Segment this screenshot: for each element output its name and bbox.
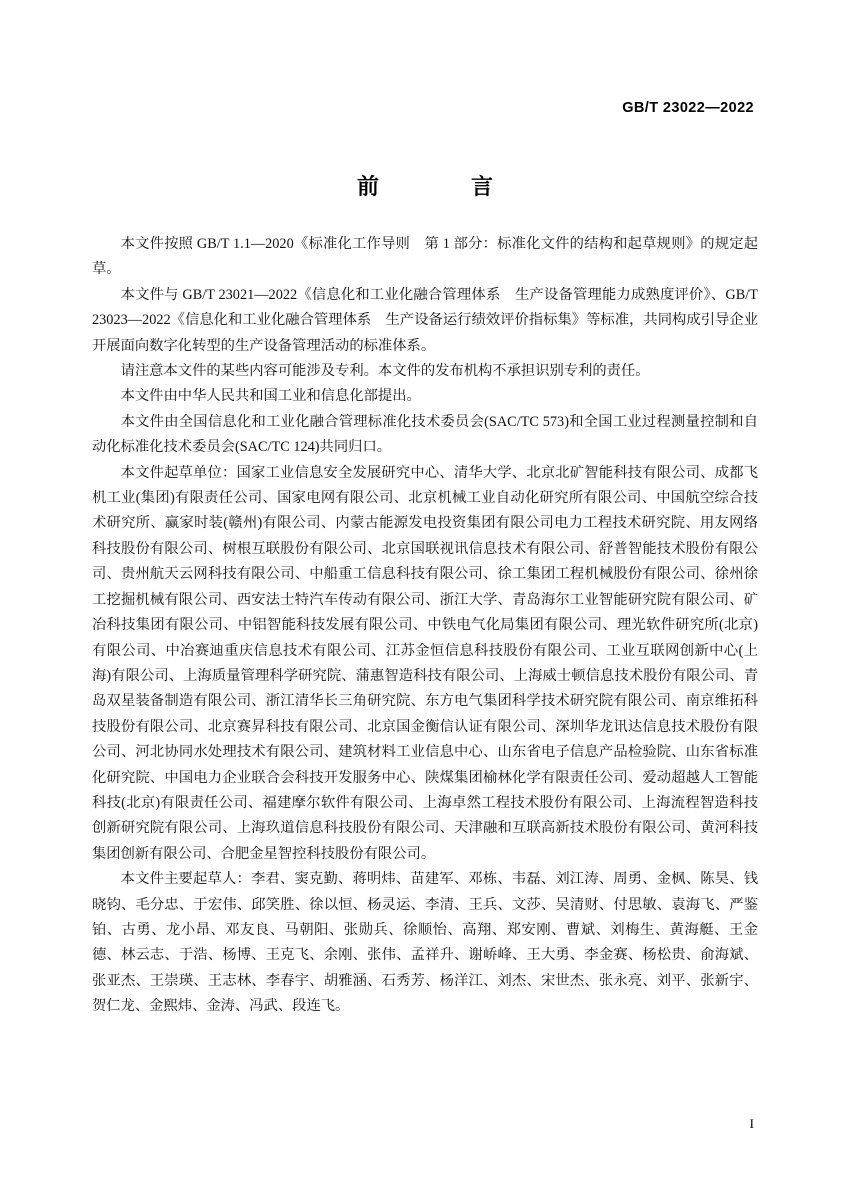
- page-number: I: [749, 1116, 754, 1131]
- paragraph: 本文件与 GB/T 23021—2022《信息化和工业化融合管理体系 生产设备管理能力成熟度评价》、GB/T 23023—2022《信息化和工业化融合管理体系 生产设备运行绩效评价指标集》等标准，共同构成引导企业开展面向数字化转型的生产设备管理活动的标准体系。: [92, 286, 758, 354]
- foreword-body: [92, 232, 758, 1020]
- paragraph: 本文件由中华人民共和国工业和信息化部提出。: [120, 388, 421, 405]
- paragraph: 本文件按照 GB/T 1.1—2020《标准化工作导则 第 1 部分：标准化文件的结构和起草规则》的规定起草。: [92, 236, 758, 278]
- paragraph: 请注意本文件的某些内容可能涉及专利。本文件的发布机构不承担识别专利的责任。: [120, 363, 650, 380]
- page-title: 前 言: [356, 174, 509, 199]
- paragraph: 本文件起草单位：国家工业信息安全发展研究中心、清华大学、北京北矿智能科技有限公司、成都飞机工业(集团)有限责任公司、国家电网有限公司、北京机械工业自动化研究所有限公司、中国航空综合技术研究所、赢家时装(赣州)有限公司、内蒙古能源发电投资集团有限公司电力工程技术研究院、用友网络科技股份有限公司、树根互联股份有限公司、北京国联视讯信息技术有限公司、舒普智能技术股份有限公司、贵州航天云网科技有限公司、中船重工信息科技有限公司、徐工集团工程机械股份有限公司、徐州徐工挖掘机械有限公司、西安法士特汽车传动有限公司、浙江大学、青岛海尔工业智能研究院有限公司、矿冶科技集团有限公司、中铝智能科技发展有限公司、中铁电气化局集团有限公司、理光软件研究所(北京)有限公司、中冶赛迪重庆信息技术有限公司、江苏金恒信息科技股份有限公司、工业互联网创新中心(上海)有限公司、上海质量管理科学研究院、蒲惠智造科技有限公司、上海威士顿信息技术股份有限公司、青岛双星装备制造有限公司、浙江清华长三角研究院、东方电气集团科学技术研究院有限公司、南京维拓科技股份有限公司、北京赛昇科技有限公司、北京国金衡信认证有限公司、深圳华龙讯达信息技术股份有限公司、河北协同水处理技术有限公司、建筑材料工业信息中心、山东省电子信息产品检验院、山东省标准化研究院、中国电力企业联合会科技开发服务中心、陕煤集团榆林化学有限责任公司、爱动超越人工智能科技(北京)有限责任公司、福建摩尔软件有限公司、上海卓然工程技术股份有限公司、上海流程智造科技创新研究院有限公司、上海玖道信息科技股份有限公司、天津融和互联高新技术股份有限公司、黄河科技集团创新有限公司、合肥金星智控科技股份有限公司。: [92, 464, 758, 862]
- standard-number-header: GB/T 23022—2022: [622, 100, 754, 116]
- paragraph: 本文件主要起草人：李君、窦克勤、蒋明炜、苗建军、邓栋、韦磊、刘江涛、周勇、金枫、陈昊、钱晓钧、毛分忠、于宏伟、邱笑胜、徐以恒、杨灵运、李清、王兵、文莎、吴清财、付思敏、袁海飞、严鉴铂、古勇、龙小昂、邓友良、马朝阳、张勋兵、徐顺怡、高翔、郑安刚、曹斌、刘梅生、黄海艇、王金德、林云志、于浩、杨博、王克飞、余刚、张伟、孟祥升、谢峤峰、王大勇、李金赛、杨松贵、俞海斌、张亚杰、王崇瑛、王志林、李春宇、胡雅涵、石秀芳、杨洋江、刘杰、宋世杰、张永亮、刘平、张新宇、贺仁龙、金熙炜、金涛、冯武、段连飞。: [92, 871, 758, 1015]
- paragraph: 本文件由全国信息化和工业化融合管理标准化技术委员会(SAC/TC 573)和全国工业过程测量控制和自动化标准化技术委员会(SAC/TC 124)共同归口。: [92, 413, 758, 456]
